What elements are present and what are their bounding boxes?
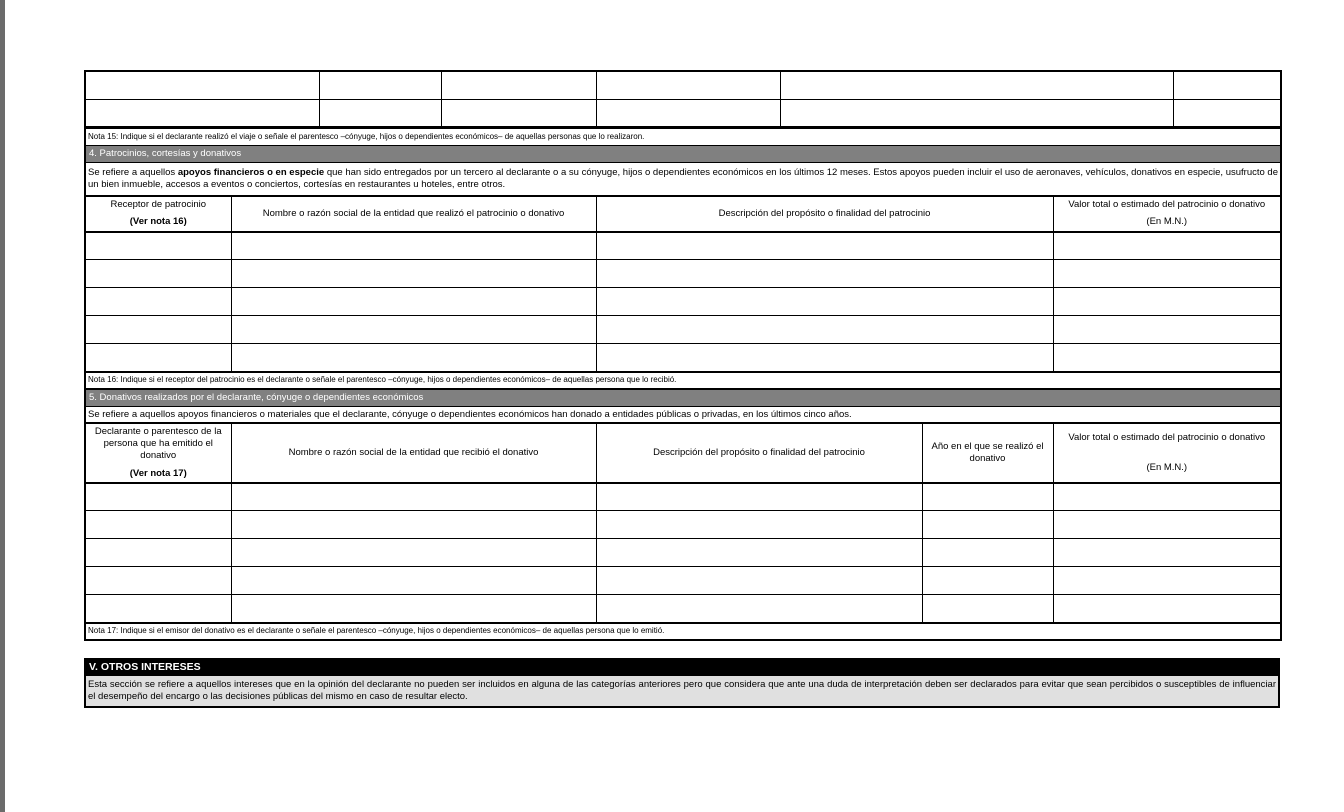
table-cell[interactable] [596,316,1053,344]
table-cell[interactable] [596,99,780,127]
table-cell[interactable] [922,595,1053,623]
section-v-title: V. OTROS INTERESES [85,659,1279,676]
table-cell[interactable] [441,71,596,99]
table-cell[interactable] [231,567,596,595]
table-cell[interactable] [1053,539,1281,567]
section-5-table [84,389,1282,641]
section-4-description: Se refiere a aquellos apoyos financieros o en especie que han sido entregados por un tercero al declarante o a su cónyuge, hijos o dependientes económicos en los últimos 12 meses. Estos apoyos pueden incluir el uso de aeronaves, vehículos, donativos en especie, usufructo de un bien inmueble, accesos a eventos o conciertos, cortesías en restaurantes u hoteles, entre otros. [85,163,1281,196]
table-cell[interactable] [780,99,1173,127]
section-v-description: Esta sección se refiere a aquellos intereses que en la opinión del declarante no pueden ser incluidos en alguna de las categorías anteriores pero que considera que ante una duda de interpretación deben ser declarados para evitar que sean percibidos o susceptibles de influenciar el desempeño del encargo o las decisiones públicas del mismo en caso de resultar electo. [85,676,1279,708]
table-cell[interactable] [231,483,596,511]
table-cell[interactable] [231,288,596,316]
table-cell[interactable] [319,71,441,99]
table-cell[interactable] [85,595,231,623]
table-cell[interactable] [1053,595,1281,623]
table-cell[interactable] [596,567,922,595]
table-cell[interactable] [85,483,231,511]
table-cell[interactable] [85,344,231,372]
section-5-title: 5. Donativos realizados por el declarante, cónyuge o dependientes económicos [85,390,1281,407]
table-cell[interactable] [231,539,596,567]
table-cell[interactable] [1053,483,1281,511]
table-cell[interactable] [1053,316,1281,344]
col-descripcion: Descripción del propósito o finalidad del patrocinio [596,423,922,483]
table-cell[interactable] [319,99,441,127]
col-declarante: Declarante o parentesco de la persona que ha emitido el donativo (Ver nota 17) [85,423,231,483]
table-cell[interactable] [596,511,922,539]
table-cell[interactable] [596,595,922,623]
table-cell[interactable] [85,71,319,99]
table-cell[interactable] [922,511,1053,539]
travel-table [84,70,1282,128]
table-cell[interactable] [85,316,231,344]
nota-17: Nota 17: Indique si el emisor del donativo es el declarante o señale el parentesco –cónyuge, hijos o dependientes económicos– de aquellas persona que lo emitió. [85,623,1281,640]
table-cell[interactable] [1173,71,1281,99]
section-v-table [84,658,1280,709]
table-cell[interactable] [596,260,1053,288]
table-cell[interactable] [85,232,231,260]
col-entidad: Nombre o razón social de la entidad que realizó el patrocinio o donativo [231,196,596,232]
nota-16: Nota 16: Indique si el receptor del patrocinio es el declarante o señale el parentesco –cónyuge, hijos o dependientes económicos– de aquellas persona que lo recibió. [85,372,1281,389]
col-anio: Año en el que se realizó el donativo [922,423,1053,483]
table-cell[interactable] [1053,232,1281,260]
table-cell[interactable] [85,260,231,288]
table-cell[interactable] [231,595,596,623]
table-cell[interactable] [596,288,1053,316]
table-cell[interactable] [596,71,780,99]
table-cell[interactable] [780,71,1173,99]
section-4-title: 4. Patrocinios, cortesías y donativos [85,146,1281,163]
table-cell[interactable] [596,344,1053,372]
table-cell[interactable] [596,539,922,567]
table-cell[interactable] [922,483,1053,511]
table-cell[interactable] [596,483,922,511]
nota-15: Nota 15: Indique si el declarante realizó el viaje o señale el parentesco –cónyuge, hijos o dependientes económicos– de aquellas personas que lo realizaron. [85,129,1281,146]
table-cell[interactable] [596,232,1053,260]
table-cell[interactable] [85,288,231,316]
table-cell[interactable] [231,511,596,539]
table-cell[interactable] [231,260,596,288]
col-valor: Valor total o estimado del patrocinio o donativo (En M.N.) [1053,423,1281,483]
section-4-table [84,128,1282,389]
table-cell[interactable] [231,316,596,344]
table-cell[interactable] [922,539,1053,567]
table-cell[interactable] [922,567,1053,595]
col-descripcion: Descripción del propósito o finalidad del patrocinio [596,196,1053,232]
table-cell[interactable] [1053,260,1281,288]
table-cell[interactable] [85,511,231,539]
table-cell[interactable] [441,99,596,127]
section-5-description: Se refiere a aquellos apoyos financieros o materiales que el declarante, cónyuge o dependientes económicos han donado a entidades públicas o privadas, en los últimos cinco años. [85,407,1281,423]
table-cell[interactable] [85,539,231,567]
table-cell[interactable] [1173,99,1281,127]
table-cell[interactable] [1053,344,1281,372]
col-receptor: Receptor de patrocinio (Ver nota 16) [85,196,231,232]
table-cell[interactable] [231,344,596,372]
table-cell[interactable] [1053,511,1281,539]
table-cell[interactable] [1053,288,1281,316]
window-left-edge [0,0,5,812]
table-cell[interactable] [85,99,319,127]
declaration-form [84,70,1280,708]
table-cell[interactable] [85,567,231,595]
table-cell[interactable] [231,232,596,260]
col-entidad: Nombre o razón social de la entidad que recibió el donativo [231,423,596,483]
table-cell[interactable] [1053,567,1281,595]
col-valor: Valor total o estimado del patrocinio o donativo (En M.N.) [1053,196,1281,232]
